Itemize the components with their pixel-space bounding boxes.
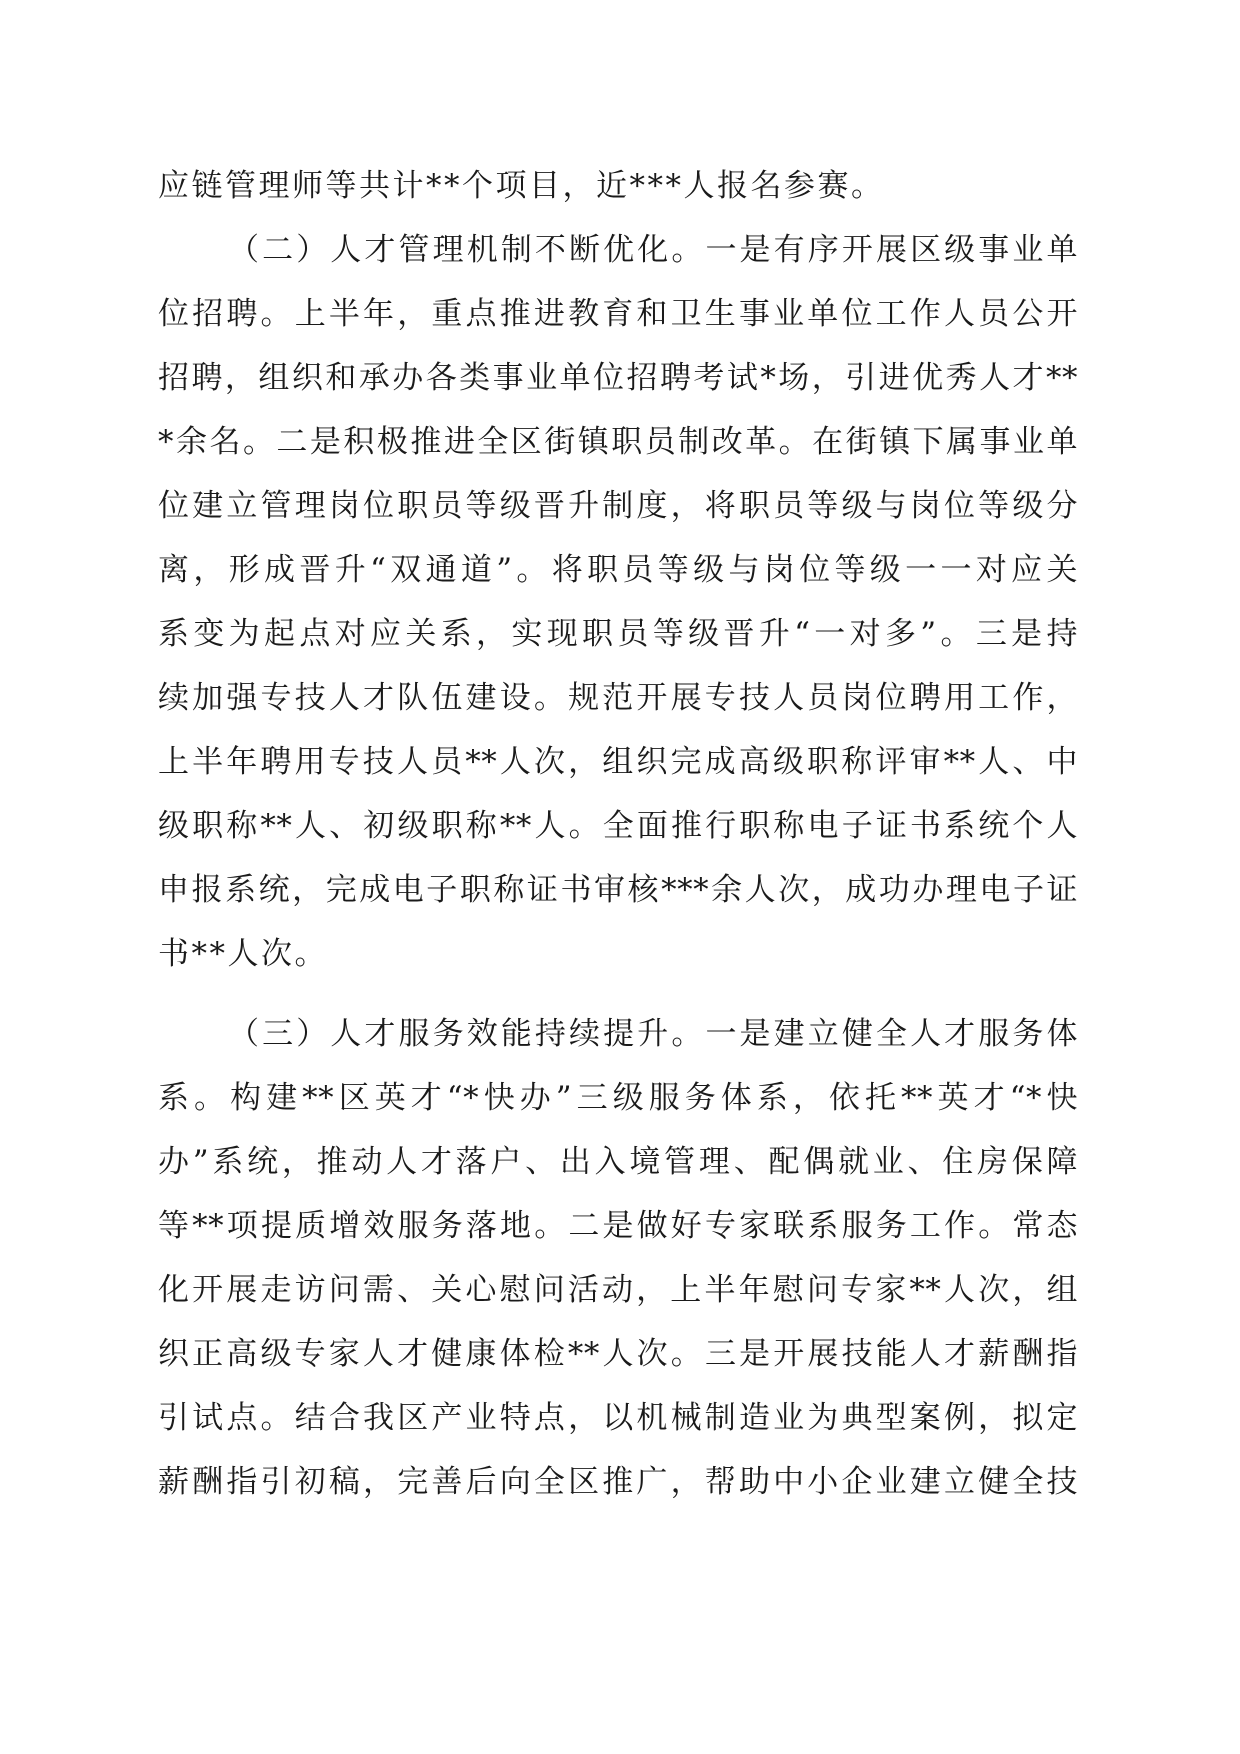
section-heading-line: （三）人才服务效能持续提升。一是建立健全人才服务体 (228, 1016, 1078, 1052)
text-line: *余名。二是积极推进全区街镇职员制改革。在街镇下属事业单 (158, 424, 1078, 460)
section-heading-line: （二）人才管理机制不断优化。一是有序开展区级事业单 (228, 232, 1078, 268)
text-line: 位招聘。上半年，重点推进教育和卫生事业单位工作人员公开 (158, 296, 1078, 332)
text-line: 化开展走访问需、关心慰问活动，上半年慰问专家**人次，组 (158, 1272, 1078, 1308)
text-line: 上半年聘用专技人员**人次，组织完成高级职称评审**人、中 (158, 744, 1078, 780)
text-line: 应链管理师等共计**个项目，近***人报名参赛。 (158, 168, 885, 204)
text-line: 等**项提质增效服务落地。二是做好专家联系服务工作。常态 (158, 1208, 1078, 1244)
text-line: 办”系统，推动人才落户、出入境管理、配偶就业、住房保障 (158, 1144, 1078, 1180)
text-line: 书**人次。 (158, 936, 328, 972)
text-line: 系变为起点对应关系，实现职员等级晋升“一对多”。三是持 (158, 616, 1078, 652)
text-line: 织正高级专家人才健康体检**人次。三是开展技能人才薪酬指 (158, 1336, 1078, 1372)
text-line: 招聘，组织和承办各类事业单位招聘考试*场，引进优秀人才** (158, 360, 1078, 396)
text-line: 系。构建**区英才“*快办”三级服务体系，依托**英才“*快 (158, 1080, 1078, 1116)
text-line: 离，形成晋升“双通道”。将职员等级与岗位等级一一对应关 (158, 552, 1078, 588)
text-line: 申报系统，完成电子职称证书审核***余人次，成功办理电子证 (158, 872, 1078, 908)
text-line: 续加强专技人才队伍建设。规范开展专技人员岗位聘用工作， (158, 680, 1078, 716)
text-line: 位建立管理岗位职员等级晋升制度，将职员等级与岗位等级分 (158, 488, 1078, 524)
text-line: 级职称**人、初级职称**人。全面推行职称电子证书系统个人 (158, 808, 1078, 844)
text-line: 薪酬指引初稿，完善后向全区推广，帮助中小企业建立健全技 (158, 1464, 1078, 1500)
text-line: 引试点。结合我区产业特点，以机械制造业为典型案例，拟定 (158, 1400, 1078, 1436)
